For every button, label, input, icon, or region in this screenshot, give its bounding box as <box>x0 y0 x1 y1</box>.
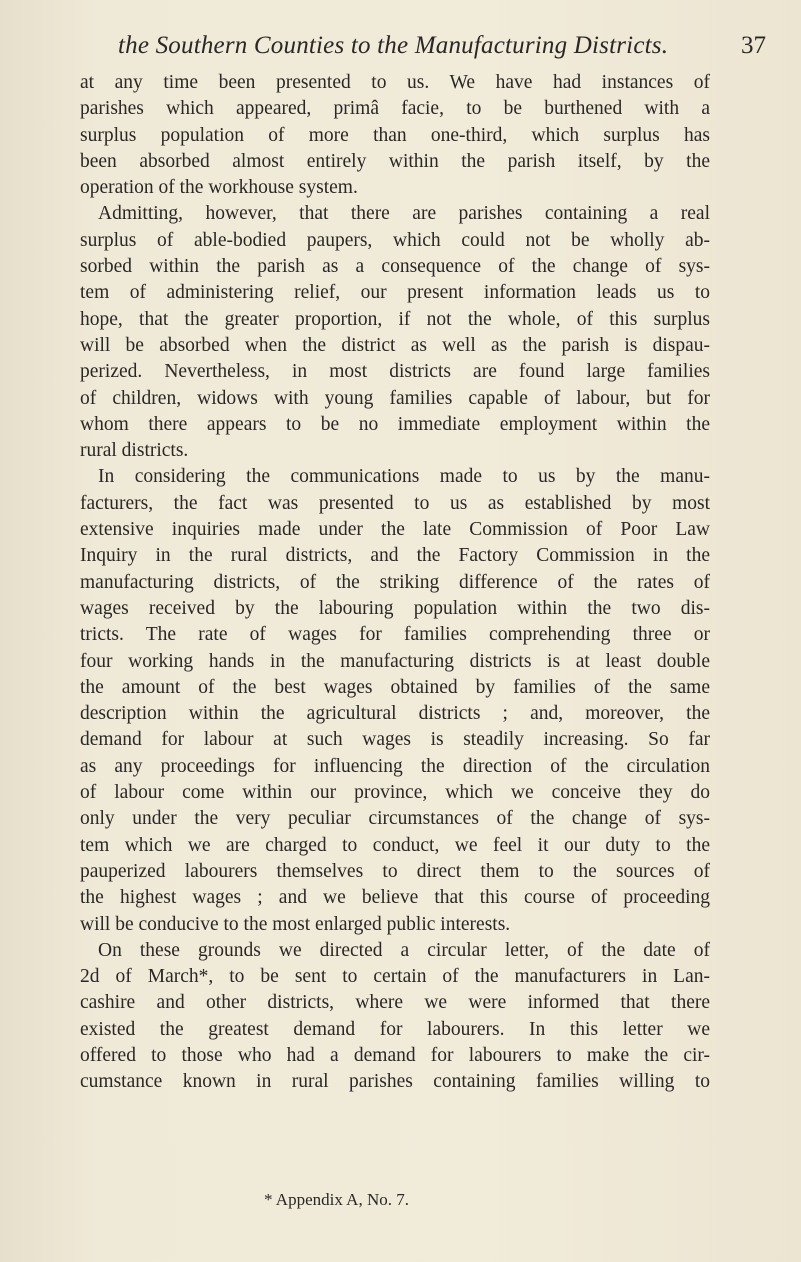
text-line: as any proceedings for influencing the direction of the circulation <box>80 755 710 777</box>
text-line: only under the very peculiar circumstances of the change of sys- <box>80 808 710 830</box>
body-text <box>80 70 710 1096</box>
text-line: of labour come within our province, which we conceive they do <box>80 782 710 804</box>
text-line: tem which we are charged to conduct, we feel it our duty to the <box>80 834 710 856</box>
text-line: sorbed within the parish as a consequence of the change of sys- <box>80 256 710 278</box>
text-line: Inquiry in the rural districts, and the Factory Commission in the <box>80 545 710 567</box>
text-line: whom there appears to be no immediate employment within the <box>80 413 710 435</box>
text-line: surplus population of more than one-third, which surplus has <box>80 124 710 146</box>
text-line: On these grounds we directed a circular letter, of the date of <box>98 939 710 961</box>
text-line: rural districts. <box>80 440 189 462</box>
text-line: In considering the communications made to us by the manu- <box>98 466 710 488</box>
text-line: will be absorbed when the district as well as the parish is dispau- <box>80 334 710 356</box>
text-line: pauperized labourers themselves to direct them to the sources of <box>80 860 710 882</box>
text-line: the amount of the best wages obtained by families of the same <box>80 676 710 698</box>
text-line: tricts. The rate of wages for families comprehending three or <box>80 624 710 646</box>
text-line: surplus of able-bodied paupers, which could not be wholly ab- <box>80 229 710 251</box>
text-line: parishes which appeared, primâ facie, to be burthened with a <box>80 98 710 120</box>
text-line: description within the agricultural districts ; and, moreover, the <box>80 703 710 725</box>
text-line: been absorbed almost entirely within the parish itself, by the <box>80 150 710 172</box>
running-title: the Southern Counties to the Manufacturing Districts. <box>118 32 669 59</box>
text-line: Admitting, however, that there are parishes containing a real <box>98 203 710 225</box>
text-line: extensive inquiries made under the late Commission of Poor Law <box>80 519 710 541</box>
running-header <box>118 32 766 62</box>
text-line: wages received by the labouring population within the two dis- <box>80 597 710 619</box>
text-line: operation of the workhouse system. <box>80 177 358 199</box>
text-line: offered to those who had a demand for labourers to make the cir- <box>80 1044 710 1066</box>
text-line: facturers, the fact was presented to us as established by most <box>80 492 710 514</box>
text-line: at any time been presented to us. We have had instances of <box>80 72 710 93</box>
text-line: 2d of March*, to be sent to certain of the manufacturers in Lan- <box>80 966 710 988</box>
footnote: * Appendix A, No. 7. <box>264 1190 409 1209</box>
text-line: existed the greatest demand for labourers. In this letter we <box>80 1018 710 1040</box>
text-line: demand for labour at such wages is steadily increasing. So far <box>80 729 710 751</box>
text-line: four working hands in the manufacturing districts is at least double <box>80 650 710 672</box>
text-line: the highest wages ; and we believe that this course of proceeding <box>80 887 710 909</box>
text-line: of children, widows with young families capable of labour, but for <box>80 387 710 409</box>
text-line: will be conducive to the most enlarged public interests. <box>80 913 511 935</box>
text-line: hope, that the greater proportion, if not the whole, of this surplus <box>80 308 710 330</box>
text-line: cashire and other districts, where we were informed that there <box>80 992 710 1014</box>
text-line: tem of administering relief, our present information leads us to <box>80 282 710 304</box>
page-number: 37 <box>741 32 766 59</box>
text-line: manufacturing districts, of the striking difference of the rates of <box>80 571 710 593</box>
text-line: cumstance known in rural parishes containing families willing to <box>80 1071 710 1093</box>
text-line: perized. Nevertheless, in most districts are found large families <box>80 361 710 383</box>
